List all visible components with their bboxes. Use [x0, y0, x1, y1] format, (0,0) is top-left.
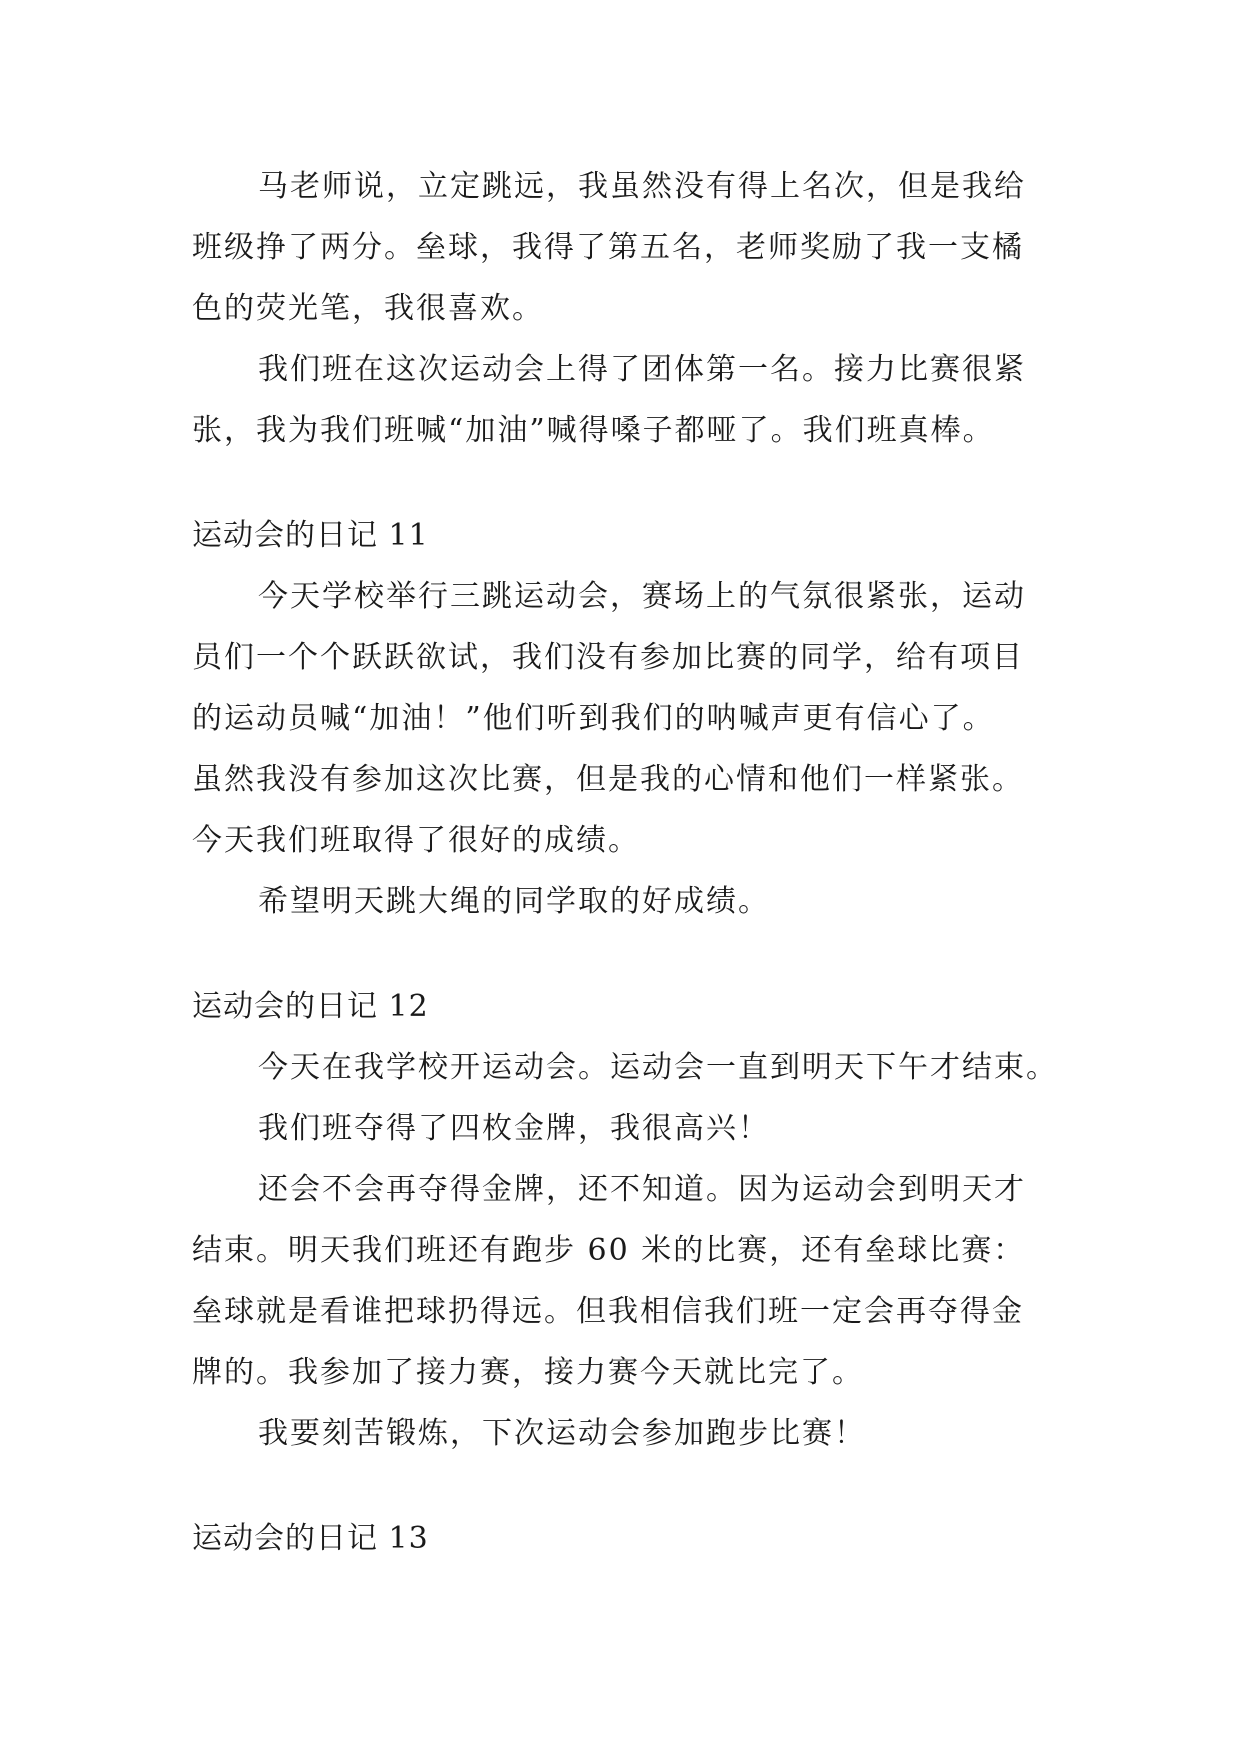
paragraph-line: 今天在我学校开运动会。运动会一直到明天下午才结束。 — [258, 1050, 1058, 1085]
paragraph-line: 我们班在这次运动会上得了团体第一名。接力比赛很紧 — [258, 352, 1026, 387]
section-title: 运动会的日记 13 — [192, 1521, 429, 1556]
paragraph-line: 今天学校举行三跳运动会，赛场上的气氛很紧张，运动 — [258, 579, 1026, 614]
paragraph-line: 张，我为我们班喊“加油”喊得嗓子都哑了。我们班真棒。 — [192, 413, 995, 448]
section-title: 运动会的日记 12 — [192, 989, 429, 1024]
section-title: 运动会的日记 11 — [192, 518, 429, 553]
paragraph-line: 班级挣了两分。垒球，我得了第五名，老师奖励了我一支橘 — [192, 230, 1024, 265]
paragraph-line: 还会不会再夺得金牌，还不知道。因为运动会到明天才 — [258, 1172, 1026, 1207]
paragraph-line: 今天我们班取得了很好的成绩。 — [192, 823, 640, 858]
paragraph-line: 牌的。我参加了接力赛，接力赛今天就比完了。 — [192, 1355, 864, 1390]
paragraph-line: 我们班夺得了四枚金牌，我很高兴！ — [258, 1111, 770, 1146]
paragraph-line: 马老师说，立定跳远，我虽然没有得上名次，但是我给 — [258, 169, 1026, 204]
paragraph-line: 虽然我没有参加这次比赛，但是我的心情和他们一样紧张。 — [192, 762, 1024, 797]
paragraph-line: 员们一个个跃跃欲试，我们没有参加比赛的同学，给有项目 — [192, 640, 1024, 675]
paragraph-line: 希望明天跳大绳的同学取的好成绩。 — [258, 884, 770, 919]
paragraph-line: 结束。明天我们班还有跑步 60 米的比赛，还有垒球比赛： — [192, 1233, 1026, 1268]
paragraph-line: 的运动员喊“加油！”他们听到我们的呐喊声更有信心了。 — [192, 701, 995, 736]
paragraph-line: 色的荧光笔，我很喜欢。 — [192, 291, 544, 326]
paragraph-line: 我要刻苦锻炼，下次运动会参加跑步比赛！ — [258, 1416, 866, 1451]
paragraph-line: 垒球就是看谁把球扔得远。但我相信我们班一定会再夺得金 — [192, 1294, 1024, 1329]
